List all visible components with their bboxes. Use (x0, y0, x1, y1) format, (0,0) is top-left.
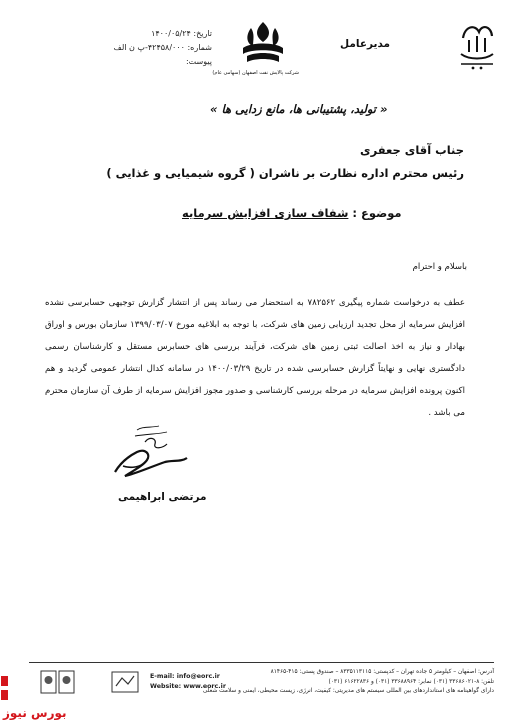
quality-seal (110, 670, 140, 694)
signer-name: مرتضی ابراهیمی (118, 491, 207, 503)
handwritten-signature (107, 422, 197, 484)
company-emblem (212, 18, 299, 86)
footer-divider (29, 662, 494, 663)
quality-seal-icon (110, 670, 140, 694)
footer-address-line1: آدرس: اصفهان – کیلومتر ۵ جاده تهران – کدپستی: ۸۳۳۵۱۱۳۱۱۵ – صندوق پستی: ۴۱۵-۸۱۴۶۵ (270, 669, 494, 675)
footer-website: Website: www.eorc.ir (150, 683, 226, 690)
footer-email: E-mail: info@eorc.ir (150, 673, 220, 680)
addressee-name: جناب آقای جعفری (360, 143, 464, 157)
footer-address-line3: دارای گواهینامه های استانداردهای بین المللی سیستم های مدیریتی: کیفیت، انرژی، زیست محیطی، ایمنی و سلامت شغلی (202, 688, 494, 694)
footer-address-line2: تلفن: ۸-۳۳۶۸۶۰۲۱ (۰۳۱) نمابر: ۳۳۶۸۸۹۶۴ (۰۳۱) و ۶۱۶۲۲۸۳۶ (۰۳۱) (328, 678, 494, 685)
letter-attachment: پیوست: (185, 57, 212, 66)
letter-body (45, 292, 465, 424)
signature-icon (107, 422, 197, 484)
watermark: بورس نیوز (3, 706, 67, 720)
calligraphy-logo (455, 18, 499, 72)
refinery-emblem-icon (233, 18, 293, 68)
subject-line (182, 206, 402, 220)
calligraphy-logo-icon (455, 18, 499, 72)
body-paragraph: عطف به درخواست شماره پیگیری ۷۸۲۵۶۲ به استحضار می رساند پس از انتشار گزارش توجیهی حسابرسی نشده افزایش سرمایه از محل تجدید ارزیابی زمین های شرکت، با توجه به ابلاغیه مورخ ۱۳۹۹/۰۳/۰۷ سازمان بورس و اوراق بهادار و نیاز به اخذ اصالت ثبتی زمین های شرکت، فرآیند بررسی های حسابرس مستقل و کارشناسان رسمی دادگستری نهایی و نهایتاً گزارش حسابرسی شده در تاریخ ۱۴۰۰/۰۳/۲۹ در سامانه کدال انتشار عمومی گردید و هم اکنون پرونده افزایش سرمایه در مرحله بررسی کارشناسی و صدور مجوز افزایش سرمایه از طرف آن سازمان محترم می باشد . (45, 298, 466, 418)
letter-meta (92, 27, 212, 69)
addressee-title: رئیس محترم اداره نظارت بر ناشران ( گروه شیمیایی و غذایی ) (106, 166, 464, 180)
certificate-badge-icon (40, 668, 76, 698)
company-name: شرکت پالایش نفت اصفهان (سهامی عام) (212, 70, 299, 76)
subject-value: شفاف سازی افزایش سرمایه (182, 206, 349, 220)
footer-contact (150, 672, 295, 692)
certification-logos (40, 668, 76, 698)
letter-number: شماره: ۴۲۴۵۸/۰۰۰-پ ن الف (113, 43, 212, 52)
subject-label: موضوع : (352, 206, 402, 220)
slogan: « تولید، پشتیبانی ها، مانع زدایی ها » (210, 102, 388, 116)
director-title: مدیرعامل (340, 38, 391, 50)
greeting: باسلام و احترام (412, 262, 467, 272)
letter-date: تاریخ: ۱۴۰۰/۰۵/۲۴ (151, 29, 212, 38)
